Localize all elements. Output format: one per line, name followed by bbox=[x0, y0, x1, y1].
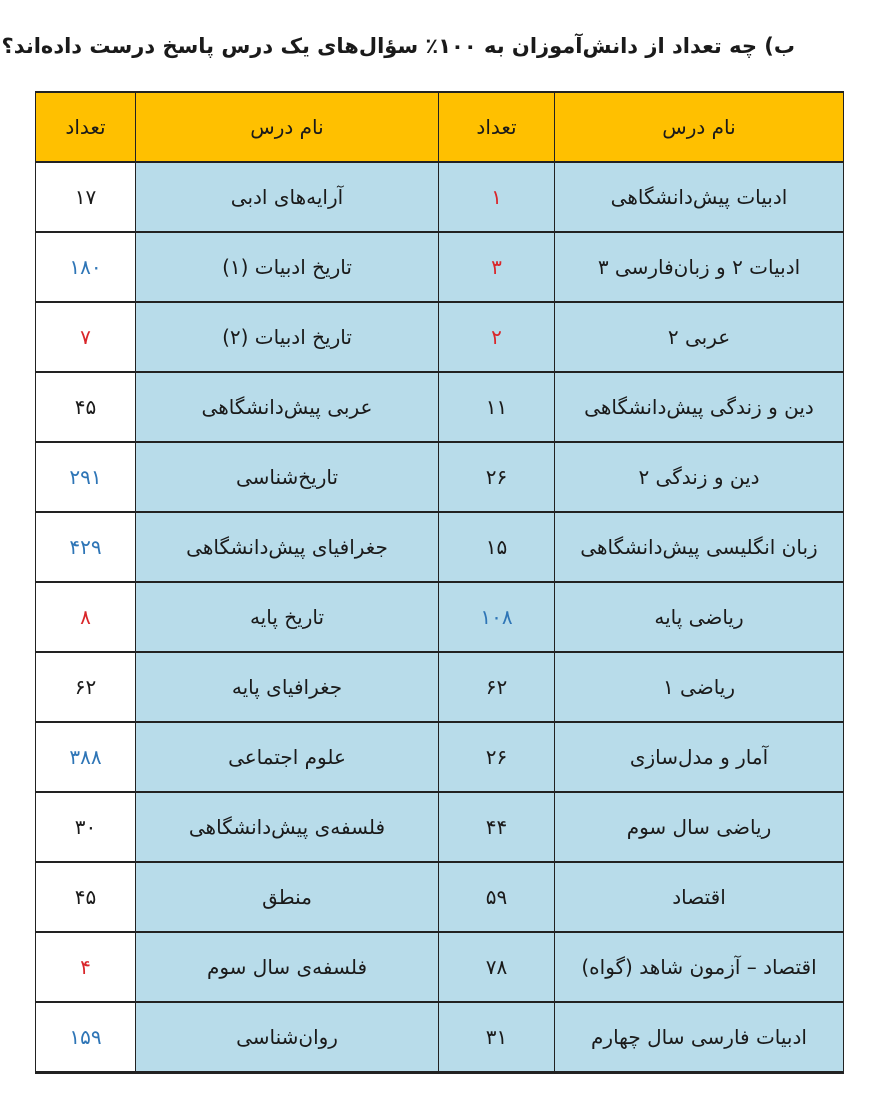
count-cell: ۱۷ bbox=[36, 162, 136, 232]
table-row bbox=[36, 442, 844, 512]
course-name-cell: عربی پیش‌دانشگاهی bbox=[136, 372, 439, 442]
count-cell: ۱۸۰ bbox=[36, 232, 136, 302]
table-row bbox=[36, 862, 844, 932]
course-name-cell: ادبیات فارسی سال چهارم bbox=[555, 1002, 844, 1072]
header-course-name-1: نام درس bbox=[555, 92, 844, 162]
table-row bbox=[36, 1002, 844, 1072]
count-cell: ۳۸۸ bbox=[36, 722, 136, 792]
count-cell: ۲۹۱ bbox=[36, 442, 136, 512]
table-header-row bbox=[36, 92, 844, 162]
header-count-2: تعداد bbox=[36, 92, 136, 162]
course-name-cell: فلسفه‌ی پیش‌دانشگاهی bbox=[136, 792, 439, 862]
table-row bbox=[36, 582, 844, 652]
course-name-cell: تاریخ‌شناسی bbox=[136, 442, 439, 512]
count-cell: ۷ bbox=[36, 302, 136, 372]
count-cell: ۸ bbox=[36, 582, 136, 652]
course-name-cell: ادبیات پیش‌دانشگاهی bbox=[555, 162, 844, 232]
count-cell: ۱۱ bbox=[439, 372, 555, 442]
course-name-cell: جغرافیای پایه bbox=[136, 652, 439, 722]
table-row bbox=[36, 722, 844, 792]
course-name-cell: تاریخ ادبیات (۲) bbox=[136, 302, 439, 372]
count-cell: ۴ bbox=[36, 932, 136, 1002]
course-name-cell: ریاضی ۱ bbox=[555, 652, 844, 722]
count-cell: ۱۵ bbox=[439, 512, 555, 582]
course-name-cell: ریاضی سال سوم bbox=[555, 792, 844, 862]
course-name-cell: اقتصاد – آزمون شاهد (گواه) bbox=[555, 932, 844, 1002]
count-cell: ۳۰ bbox=[36, 792, 136, 862]
table-row bbox=[36, 512, 844, 582]
count-cell: ۲ bbox=[439, 302, 555, 372]
table-row bbox=[36, 372, 844, 442]
header-course-name-2: نام درس bbox=[136, 92, 439, 162]
table-body bbox=[36, 162, 844, 1072]
results-table bbox=[35, 91, 844, 1074]
course-name-cell: فلسفه‌ی سال سوم bbox=[136, 932, 439, 1002]
table-row bbox=[36, 232, 844, 302]
course-name-cell: آرایه‌های ادبی bbox=[136, 162, 439, 232]
count-cell: ۴۲۹ bbox=[36, 512, 136, 582]
course-name-cell: ریاضی پایه bbox=[555, 582, 844, 652]
count-cell: ۶۲ bbox=[36, 652, 136, 722]
count-cell: ۴۵ bbox=[36, 372, 136, 442]
course-name-cell: عربی ۲ bbox=[555, 302, 844, 372]
count-cell: ۲۶ bbox=[439, 442, 555, 512]
count-cell: ۱ bbox=[439, 162, 555, 232]
count-cell: ۶۲ bbox=[439, 652, 555, 722]
count-cell: ۴۵ bbox=[36, 862, 136, 932]
course-name-cell: جغرافیای پیش‌دانشگاهی bbox=[136, 512, 439, 582]
count-cell: ۵۹ bbox=[439, 862, 555, 932]
course-name-cell: تاریخ ادبیات (۱) bbox=[136, 232, 439, 302]
course-name-cell: زبان انگلیسی پیش‌دانشگاهی bbox=[555, 512, 844, 582]
course-name-cell: منطق bbox=[136, 862, 439, 932]
course-name-cell: اقتصاد bbox=[555, 862, 844, 932]
count-cell: ۴۴ bbox=[439, 792, 555, 862]
table-row bbox=[36, 932, 844, 1002]
course-name-cell: تاریخ پایه bbox=[136, 582, 439, 652]
table-row bbox=[36, 302, 844, 372]
count-cell: ۲۶ bbox=[439, 722, 555, 792]
header-count-1: تعداد bbox=[439, 92, 555, 162]
count-cell: ۳ bbox=[439, 232, 555, 302]
count-cell: ۱۰۸ bbox=[439, 582, 555, 652]
table-row bbox=[36, 652, 844, 722]
course-name-cell: علوم اجتماعی bbox=[136, 722, 439, 792]
count-cell: ۳۱ bbox=[439, 1002, 555, 1072]
count-cell: ۷۸ bbox=[439, 932, 555, 1002]
table-row bbox=[36, 162, 844, 232]
course-name-cell: دین و زندگی پیش‌دانشگاهی bbox=[555, 372, 844, 442]
course-name-cell: دین و زندگی ۲ bbox=[555, 442, 844, 512]
page-title: ب) چه تعداد از دانش‌آموزان به ۱۰۰٪ سؤال‌های یک درس پاسخ درست داده‌اند؟ bbox=[1, 34, 795, 58]
course-name-cell: ادبیات ۲ و زبان‌فارسی ۳ bbox=[555, 232, 844, 302]
course-name-cell: روان‌شناسی bbox=[136, 1002, 439, 1072]
course-name-cell: آمار و مدل‌سازی bbox=[555, 722, 844, 792]
count-cell: ۱۵۹ bbox=[36, 1002, 136, 1072]
table-row bbox=[36, 792, 844, 862]
